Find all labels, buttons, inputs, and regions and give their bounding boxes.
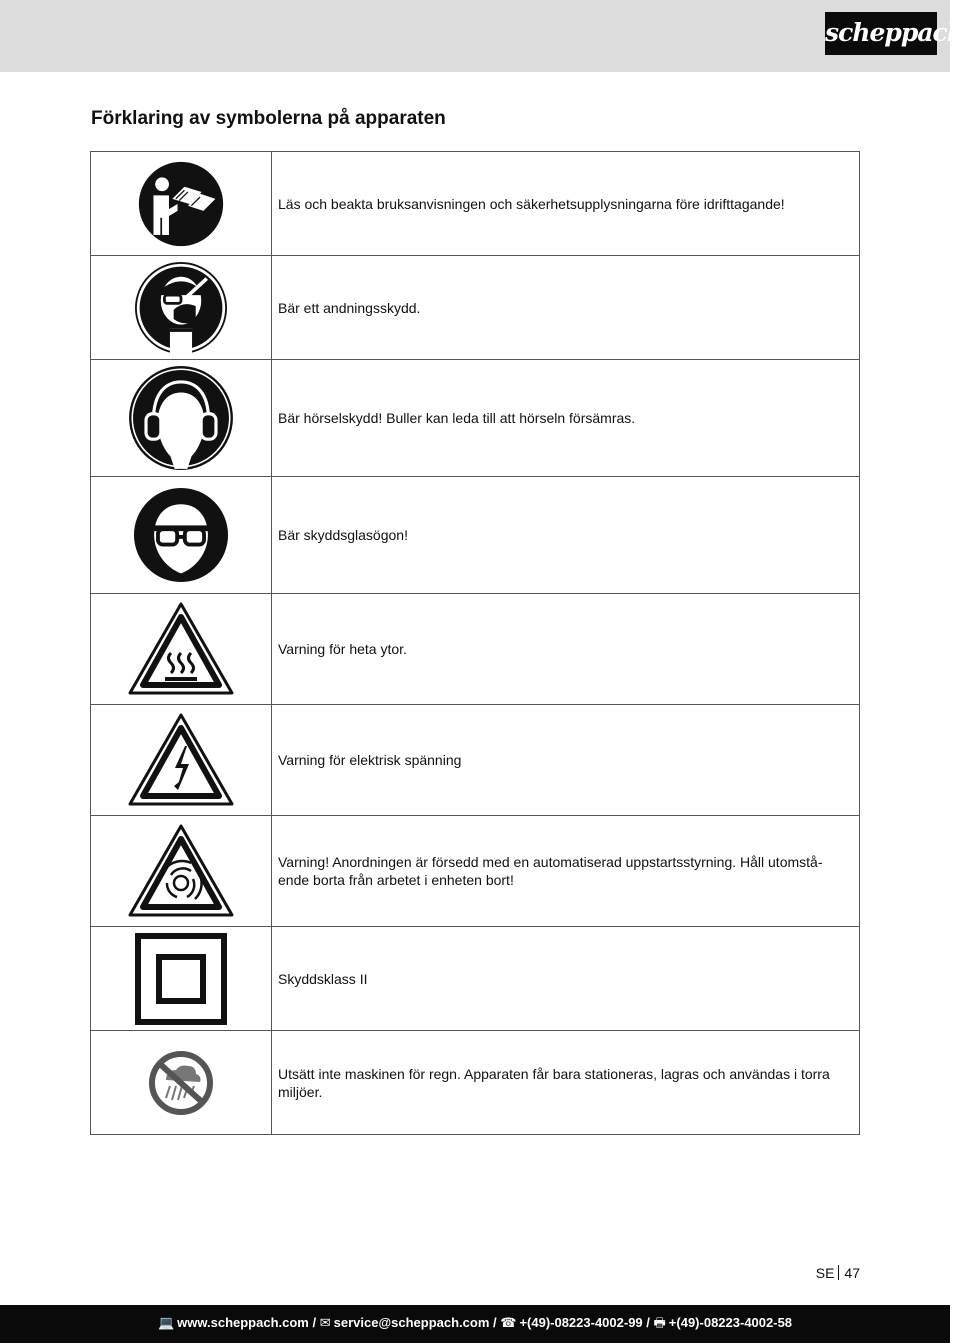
no-rain-icon — [148, 1050, 214, 1116]
footer-separator: / — [642, 1315, 654, 1330]
automatic-start-warning-icon — [127, 823, 235, 919]
symbol-description: Läs och beakta bruksanvisningen och säkerhetsupplysningarna före idrifttagande! — [272, 152, 860, 256]
table-row — [91, 1031, 860, 1135]
header-band — [0, 0, 950, 72]
symbol-description: Skyddsklass II — [272, 927, 860, 1031]
table-row — [91, 152, 860, 256]
page-number-value: 47 — [844, 1265, 860, 1281]
safety-goggles-icon — [133, 487, 229, 583]
table-row — [91, 705, 860, 816]
fax-icon: 🖶 — [653, 1315, 666, 1330]
phone-icon: ☎ — [500, 1315, 517, 1330]
ear-protection-icon — [128, 365, 234, 471]
footer-bar — [0, 1305, 950, 1343]
symbol-description: Utsätt inte maskinen för regn. Apparaten får bara stationeras, lagras och användas i torra miljöer. — [272, 1031, 860, 1135]
footer-website[interactable]: www.scheppach.com — [177, 1315, 309, 1330]
computer-icon: 💻 — [157, 1315, 175, 1330]
symbols-table — [90, 151, 860, 1135]
read-manual-icon — [138, 161, 224, 247]
table-row — [91, 477, 860, 594]
footer-separator: / — [308, 1315, 320, 1330]
page-title: Förklaring av symbolerna på apparaten — [91, 108, 446, 129]
symbol-description: Bär hörselskydd! Buller kan leda till att hörseln försämras. — [272, 360, 860, 477]
footer-separator: / — [489, 1315, 501, 1330]
footer-phone: +(49)-08223-4002-99 — [519, 1315, 643, 1330]
hot-surface-warning-icon — [127, 601, 235, 697]
table-row — [91, 360, 860, 477]
footer-email[interactable]: service@scheppach.com — [333, 1315, 490, 1330]
table-row — [91, 927, 860, 1031]
protection-class-ii-icon — [135, 933, 227, 1025]
scheppach-logo: scheppach — [825, 12, 937, 55]
table-row — [91, 594, 860, 705]
table-row — [91, 256, 860, 360]
symbol-description: Varning för elektrisk spänning — [272, 705, 860, 816]
symbol-description: Bär skyddsglasögon! — [272, 477, 860, 594]
symbol-description: Bär ett andningsskydd. — [272, 256, 860, 360]
table-row — [91, 816, 860, 927]
page-language: SE — [815, 1265, 835, 1281]
electric-voltage-warning-icon — [127, 712, 235, 808]
symbol-description: Varning! Anordningen är försedd med en automatiserad uppstartsstyrning. Håll utomstå-ende borta från arbetet i enheten bort! — [272, 816, 860, 927]
symbol-description: Varning för heta ytor. — [272, 594, 860, 705]
page-number — [790, 1265, 860, 1281]
footer-fax: +(49)-08223-4002-58 — [668, 1315, 793, 1330]
respirator-icon — [135, 262, 227, 354]
email-icon: ✉ — [319, 1315, 331, 1330]
page-number-divider — [838, 1265, 839, 1280]
